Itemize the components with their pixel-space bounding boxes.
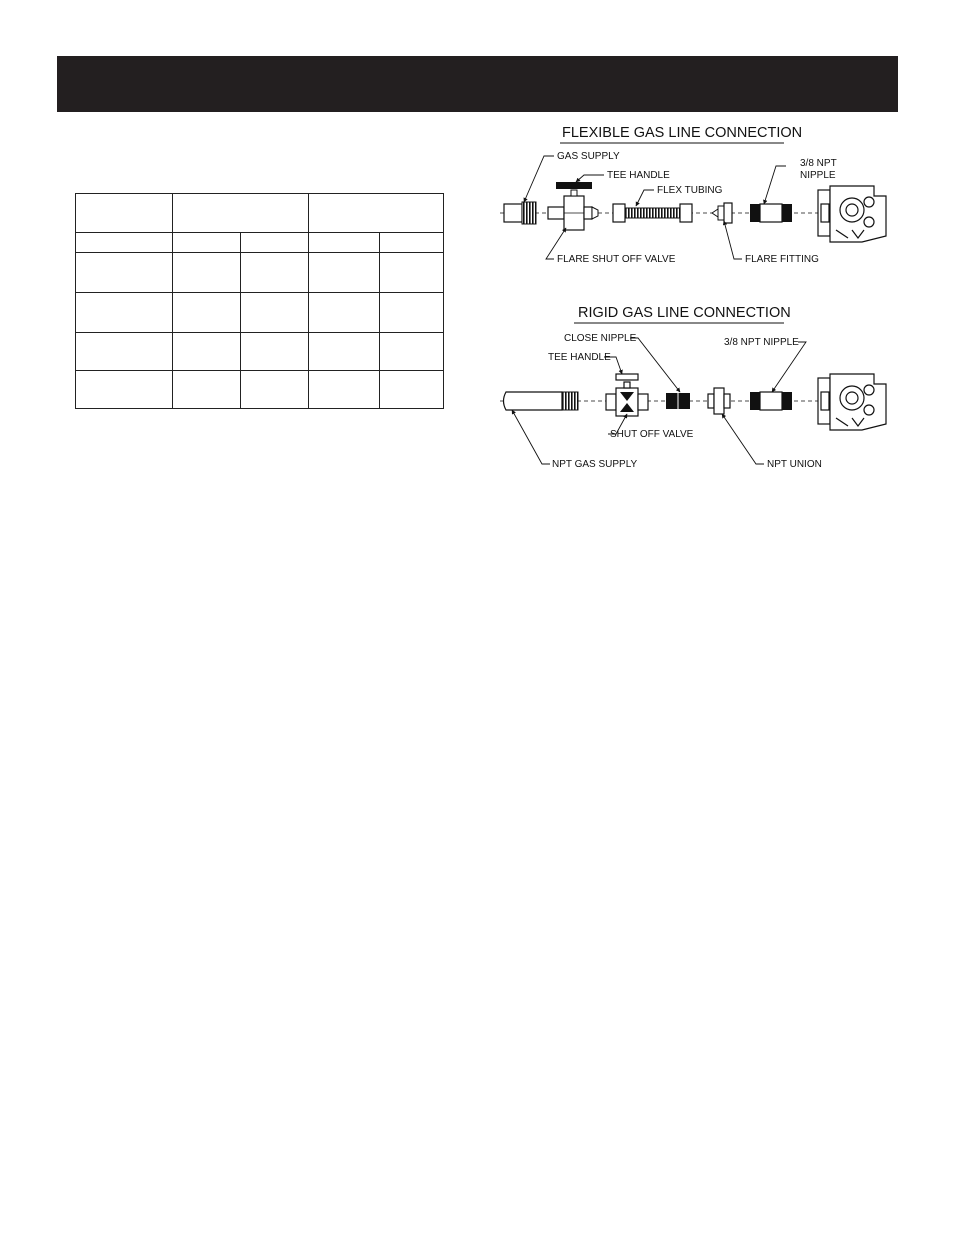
label-npt-gas-supply: NPT GAS SUPPLY — [552, 459, 638, 470]
table-row — [76, 253, 444, 293]
table-cell — [76, 233, 173, 253]
label-tee-handle: TEE HANDLE — [548, 352, 611, 363]
table-cell — [76, 194, 173, 233]
npt-gas-supply-pipe-icon — [504, 392, 579, 410]
table-cell — [76, 293, 173, 333]
label-flex-tubing: FLEX TUBING — [657, 185, 723, 196]
label-flare-fitting: FLARE FITTING — [745, 254, 819, 265]
table-cell — [76, 253, 173, 293]
tee-handle-icon — [556, 182, 592, 189]
gas-valve-body-icon — [818, 374, 886, 430]
table-cell — [309, 333, 380, 371]
label-npt-nipple-line1: 3/8 NPT — [800, 158, 837, 169]
table-cell — [173, 293, 241, 333]
table-row — [76, 293, 444, 333]
table-row — [76, 371, 444, 409]
label-flare-shut-off-valve: FLARE SHUT OFF VALVE — [557, 254, 676, 265]
flare-shut-off-valve-icon — [548, 190, 598, 230]
label-npt-nipple-line2: NIPPLE — [800, 170, 836, 181]
table-cell — [380, 293, 444, 333]
flexible-title: FLEXIBLE GAS LINE CONNECTION — [562, 125, 803, 141]
table-cell — [241, 333, 309, 371]
label-gas-supply: GAS SUPPLY — [557, 151, 620, 162]
table-header-row — [76, 194, 444, 233]
gas-line-diagrams — [496, 118, 896, 478]
table-row — [76, 333, 444, 371]
table-cell — [173, 333, 241, 371]
table-subheader-row — [76, 233, 444, 253]
npt-union-icon — [708, 388, 730, 414]
close-nipple-icon — [666, 393, 690, 409]
table-cell — [309, 194, 444, 233]
table-cell — [241, 253, 309, 293]
rigid-connection-diagram — [500, 305, 886, 470]
label-npt-nipple: 3/8 NPT NIPPLE — [724, 337, 799, 348]
table-cell — [241, 293, 309, 333]
table-cell — [380, 233, 444, 253]
table-cell — [309, 293, 380, 333]
label-tee-handle: TEE HANDLE — [607, 170, 670, 181]
table-cell — [173, 371, 241, 409]
table-cell — [76, 333, 173, 371]
table-cell — [76, 371, 173, 409]
table-cell — [173, 194, 309, 233]
flare-fitting-icon — [712, 203, 732, 223]
gas-valve-body-icon — [818, 186, 886, 242]
table-cell — [309, 233, 380, 253]
table-cell — [380, 253, 444, 293]
label-npt-union: NPT UNION — [767, 459, 822, 470]
npt-nipple-icon — [750, 392, 792, 410]
rigid-title: RIGID GAS LINE CONNECTION — [578, 305, 791, 321]
label-close-nipple: CLOSE NIPPLE — [564, 333, 637, 344]
table-cell — [380, 333, 444, 371]
flex-tubing-icon — [613, 204, 692, 222]
npt-nipple-icon — [750, 204, 792, 222]
table-cell — [173, 233, 241, 253]
table-cell — [173, 253, 241, 293]
gas-supply-fitting-icon — [504, 202, 536, 224]
pipe-sizing-table — [75, 193, 444, 409]
table-cell — [380, 371, 444, 409]
header-bar — [57, 56, 898, 112]
table-cell — [309, 253, 380, 293]
table-cell — [241, 371, 309, 409]
tee-handle-icon — [616, 374, 638, 380]
label-shut-off-valve: SHUT OFF VALVE — [610, 429, 694, 440]
table-cell — [309, 371, 380, 409]
shut-off-valve-icon — [606, 382, 648, 416]
flexible-connection-diagram — [500, 125, 886, 265]
table-cell — [241, 233, 309, 253]
